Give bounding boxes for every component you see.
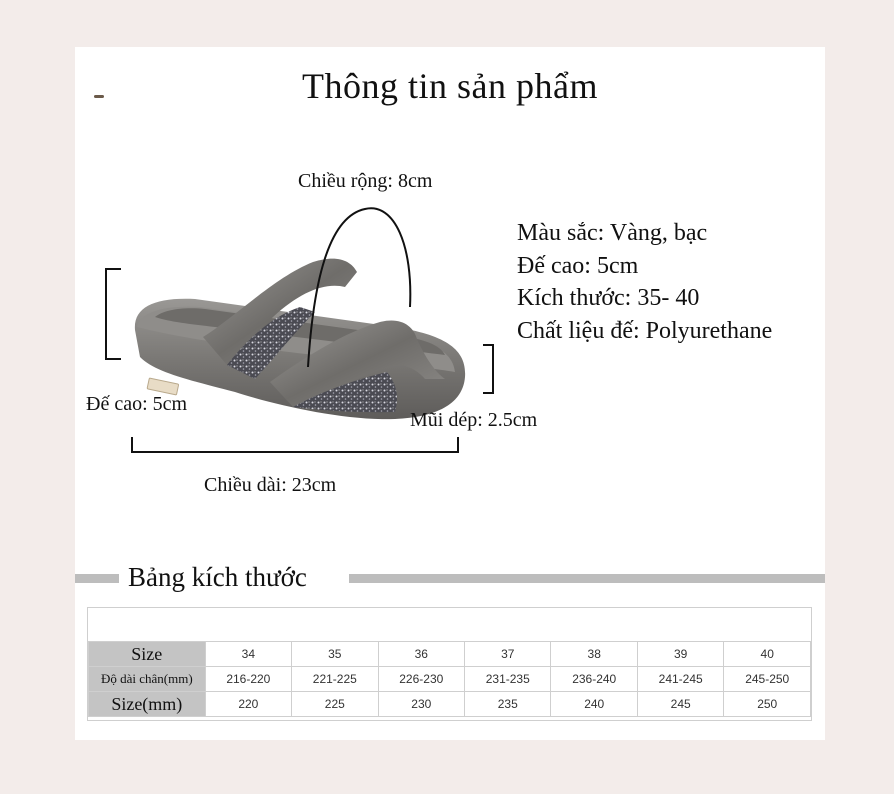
- row-label-size: Size: [89, 642, 206, 667]
- table-row: [89, 692, 811, 717]
- table-cell: 220: [205, 692, 291, 717]
- size-table: [88, 641, 811, 717]
- heel-height-label: Đế cao: 5cm: [86, 393, 188, 415]
- table-cell: 226-230: [378, 667, 464, 692]
- table-cell: 235: [465, 692, 551, 717]
- page-title: Thông tin sản phẩm: [302, 66, 598, 106]
- table-cell: 231-235: [465, 667, 551, 692]
- table-cell: 236-240: [551, 667, 637, 692]
- size-table-frame: [87, 607, 812, 721]
- table-cell: 230: [378, 692, 464, 717]
- spec-list: [517, 217, 772, 347]
- width-label: Chiều rộng: 8cm: [298, 170, 433, 192]
- table-cell: 245: [637, 692, 723, 717]
- product-info-card: [75, 47, 825, 740]
- spec-sole-material: Chất liệu đế: Polyurethane: [517, 317, 773, 344]
- toe-label: Mũi dép: 2.5cm: [410, 409, 538, 431]
- table-cell: 39: [637, 642, 723, 667]
- length-label: Chiều dài: 23cm: [204, 474, 337, 496]
- table-cell: 37: [465, 642, 551, 667]
- table-row: [89, 667, 811, 692]
- table-row: [89, 642, 811, 667]
- table-cell: 35: [292, 642, 378, 667]
- table-cell: 216-220: [205, 667, 291, 692]
- table-cell: 36: [378, 642, 464, 667]
- size-section-header: [75, 557, 825, 597]
- spec-size-range: Kích thước: 35- 40: [517, 285, 700, 311]
- table-cell: 221-225: [292, 667, 378, 692]
- divider-right: [349, 574, 825, 583]
- row-label-foot-length: Độ dài chân(mm): [89, 667, 206, 692]
- row-label-size-mm: Size(mm): [89, 692, 206, 717]
- spec-heel: Đế cao: 5cm: [517, 252, 639, 279]
- table-cell: 38: [551, 642, 637, 667]
- divider-left: [75, 574, 119, 583]
- table-cell: 240: [551, 692, 637, 717]
- table-cell: 241-245: [637, 667, 723, 692]
- table-cell: 245-250: [724, 667, 811, 692]
- table-cell: 34: [205, 642, 291, 667]
- spec-color: Màu sắc: Vàng, bạc: [517, 220, 708, 246]
- size-section-title: Bảng kích thước: [128, 562, 307, 592]
- table-cell: 225: [292, 692, 378, 717]
- table-cell: 250: [724, 692, 811, 717]
- table-cell: 40: [724, 642, 811, 667]
